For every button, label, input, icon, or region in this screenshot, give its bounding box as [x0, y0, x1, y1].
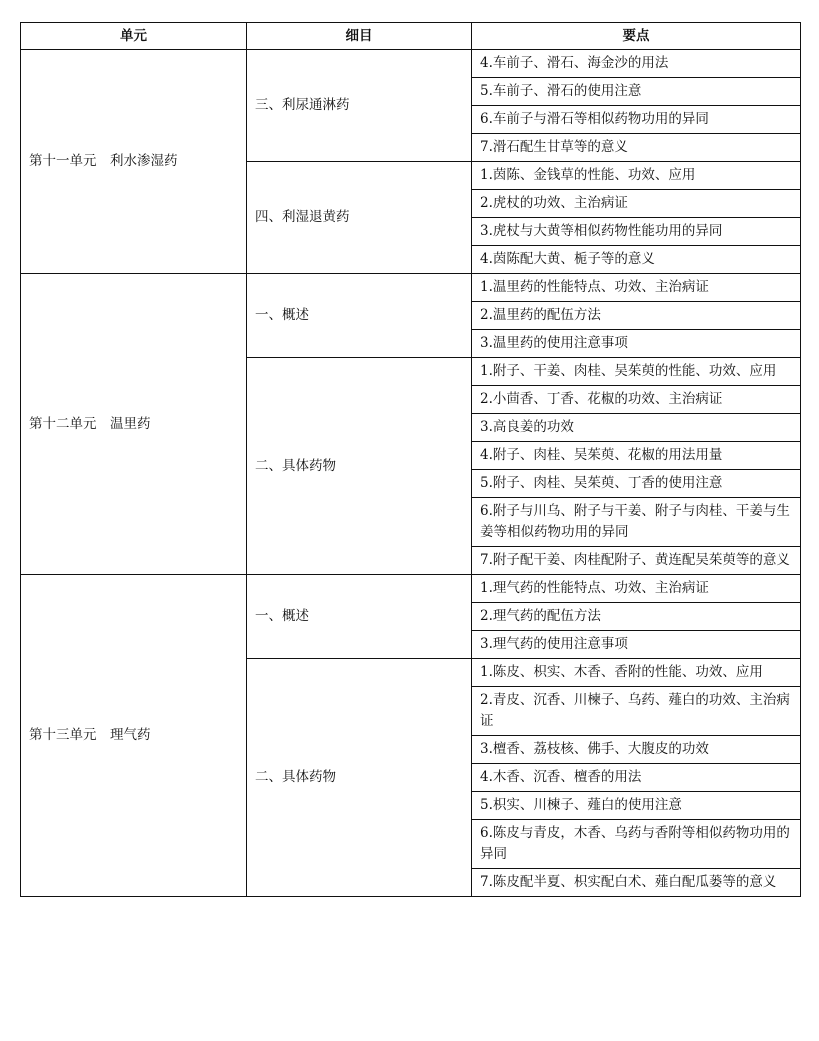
detail-cell: 一、概述	[247, 274, 472, 358]
header-row	[21, 23, 801, 50]
point-cell: 3.高良姜的功效	[472, 414, 801, 442]
header-detail: 细目	[247, 23, 472, 50]
point-cell: 6.陈皮与青皮，木香、乌药与香附等相似药物功用的异同	[472, 820, 801, 869]
point-cell: 4.车前子、滑石、海金沙的用法	[472, 50, 801, 78]
detail-cell: 二、具体药物	[247, 358, 472, 575]
point-cell: 7.陈皮配半夏、枳实配白术、薤白配瓜蒌等的意义	[472, 869, 801, 897]
unit-cell: 第十三单元 理气药	[21, 575, 247, 897]
point-cell: 2.青皮、沉香、川楝子、乌药、薤白的功效、主治病证	[472, 687, 801, 736]
header-points: 要点	[472, 23, 801, 50]
detail-cell: 四、利湿退黄药	[247, 162, 472, 274]
point-cell: 6.车前子与滑石等相似药物功用的异同	[472, 106, 801, 134]
point-cell: 5.车前子、滑石的使用注意	[472, 78, 801, 106]
point-cell: 6.附子与川乌、附子与干姜、附子与肉桂、干姜与生姜等相似药物功用的异同	[472, 498, 801, 547]
point-cell: 1.茵陈、金钱草的性能、功效、应用	[472, 162, 801, 190]
point-cell: 2.虎杖的功效、主治病证	[472, 190, 801, 218]
syllabus-table	[20, 22, 801, 897]
point-cell: 3.虎杖与大黄等相似药物性能功用的异同	[472, 218, 801, 246]
detail-cell: 三、利尿通淋药	[247, 50, 472, 162]
point-cell: 3.檀香、荔枝核、佛手、大腹皮的功效	[472, 736, 801, 764]
point-cell: 2.温里药的配伍方法	[472, 302, 801, 330]
point-cell: 1.附子、干姜、肉桂、吴茱萸的性能、功效、应用	[472, 358, 801, 386]
point-cell: 1.陈皮、枳实、木香、香附的性能、功效、应用	[472, 659, 801, 687]
unit-cell: 第十一单元 利水渗湿药	[21, 50, 247, 274]
table-row	[21, 274, 801, 302]
detail-cell: 一、概述	[247, 575, 472, 659]
header-unit: 单元	[21, 23, 247, 50]
point-cell: 4.木香、沉香、檀香的用法	[472, 764, 801, 792]
point-cell: 3.理气药的使用注意事项	[472, 631, 801, 659]
point-cell: 7.滑石配生甘草等的意义	[472, 134, 801, 162]
detail-cell: 二、具体药物	[247, 659, 472, 897]
point-cell: 5.枳实、川楝子、薤白的使用注意	[472, 792, 801, 820]
point-cell: 2.理气药的配伍方法	[472, 603, 801, 631]
point-cell: 1.温里药的性能特点、功效、主治病证	[472, 274, 801, 302]
point-cell: 4.茵陈配大黄、栀子等的意义	[472, 246, 801, 274]
table-row	[21, 50, 801, 78]
table-row	[21, 575, 801, 603]
point-cell: 4.附子、肉桂、吴茱萸、花椒的用法用量	[472, 442, 801, 470]
point-cell: 7.附子配干姜、肉桂配附子、黄连配吴茱萸等的意义	[472, 547, 801, 575]
point-cell: 2.小茴香、丁香、花椒的功效、主治病证	[472, 386, 801, 414]
point-cell: 1.理气药的性能特点、功效、主治病证	[472, 575, 801, 603]
unit-cell: 第十二单元 温里药	[21, 274, 247, 575]
point-cell: 5.附子、肉桂、吴茱萸、丁香的使用注意	[472, 470, 801, 498]
point-cell: 3.温里药的使用注意事项	[472, 330, 801, 358]
